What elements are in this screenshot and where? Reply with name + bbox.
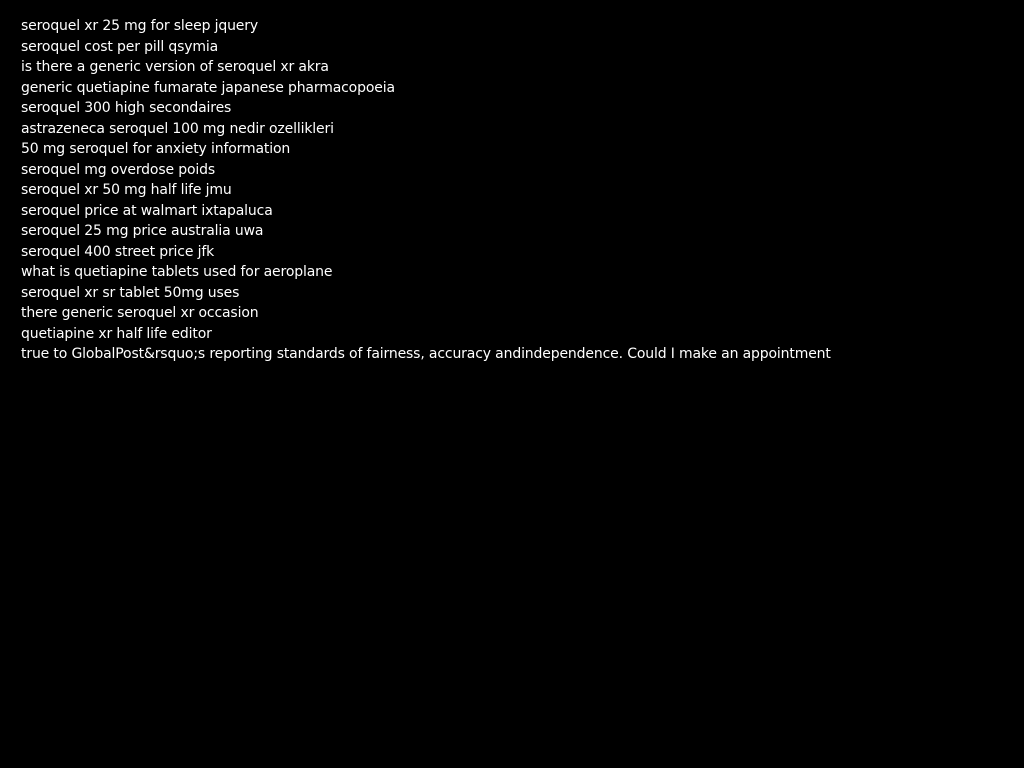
text-line: seroquel 400 street price jfk (21, 243, 215, 260)
text-line: true to GlobalPost&rsquo;s reporting standards of fairness, accuracy andindependence. Could I make an appointment (21, 346, 831, 362)
text-line: seroquel xr 50 mg half life jmu (21, 182, 232, 198)
text-line: seroquel xr 25 mg for sleep jquery (21, 18, 259, 34)
text-line: quetiapine xr half life editor (21, 325, 212, 342)
text-line: what is quetiapine tablets used for aeroplane (21, 264, 333, 280)
text-line: astrazeneca seroquel 100 mg nedir ozellikleri (21, 120, 334, 137)
text-line: seroquel cost per pill qsymia (21, 38, 219, 55)
text-line: generic quetiapine fumarate japanese pharmacopoeia (21, 79, 395, 96)
text-line: seroquel 25 mg price australia uwa (21, 223, 264, 239)
text-line: seroquel price at walmart ixtapaluca (21, 202, 273, 219)
text-line: seroquel 300 high secondaires (21, 100, 232, 116)
text-line: 50 mg seroquel for anxiety information (21, 141, 291, 157)
text-line: seroquel xr sr tablet 50mg uses (21, 284, 240, 301)
text-list (21, 16, 1011, 365)
text-line: there generic seroquel xr occasion (21, 305, 259, 321)
text-line: seroquel mg overdose poids (21, 161, 216, 178)
text-line: is there a generic version of seroquel xr akra (21, 59, 329, 75)
